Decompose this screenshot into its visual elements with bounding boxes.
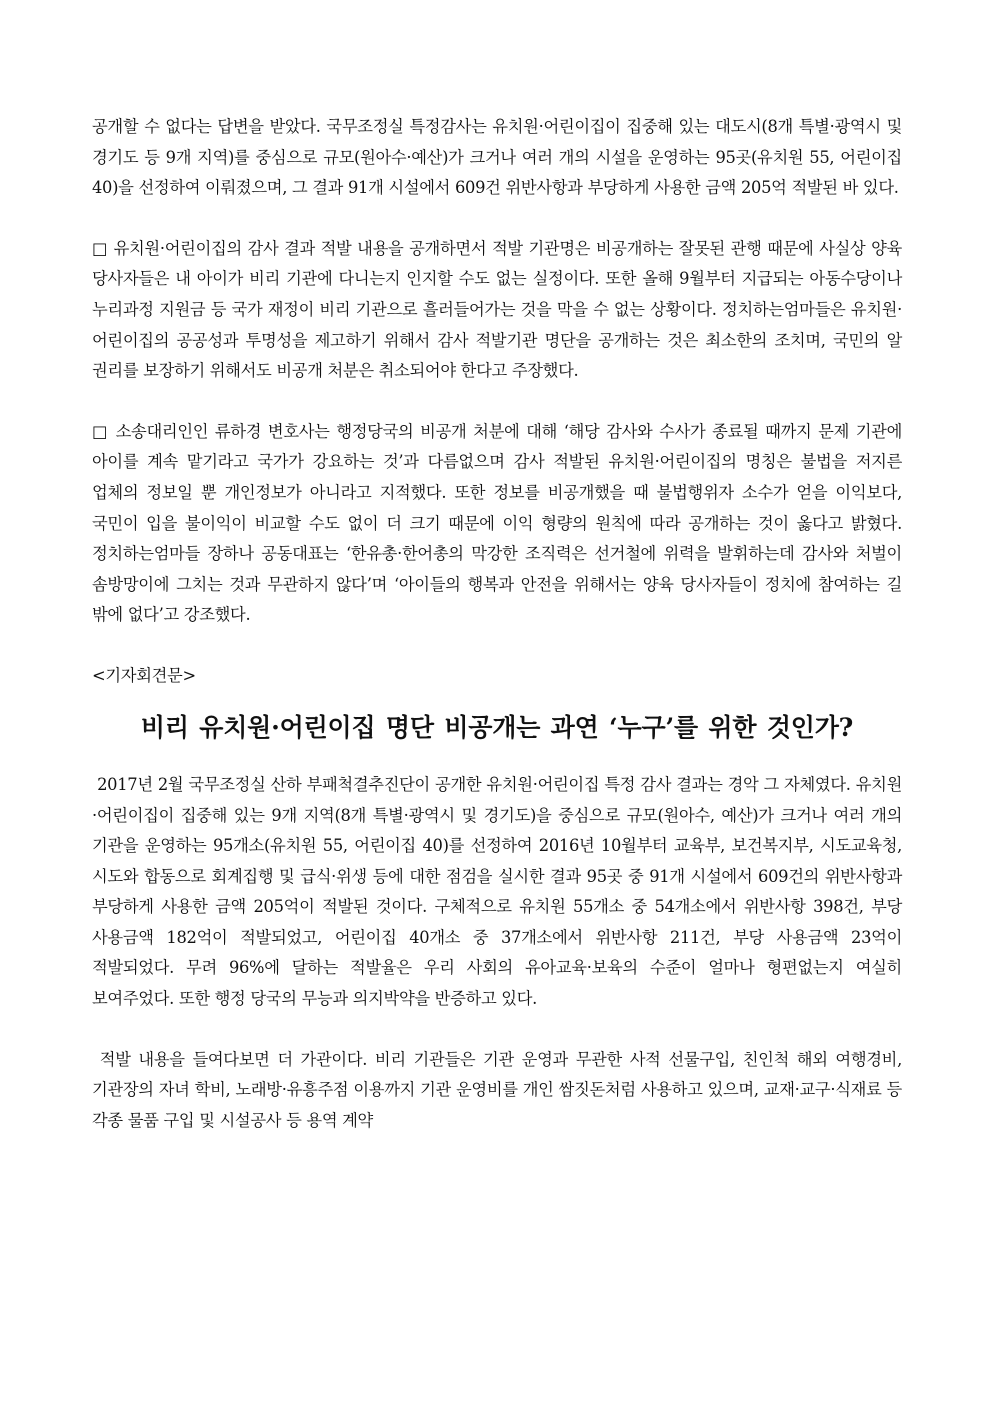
paragraph-audit-results: 2017년 2월 국무조정실 산하 부패척결추진단이 공개한 유치원·어린이집 특정 감사 결과는 경악 그 자체였다. 유치원·어린이집이 집중해 있는 9개 지역(8개 특별·광역시 및 경기도)을 중심으로 규모(원아수, 예산)가 크거나 여러 개의 기관을 운영하는 95개소(유치원 55, 어린이집 40)를 선정하여 2016년 10월부터 교육부, 보건복지부, 시도교육청, 시도와 합동으로 회계집행 및 급식·위생 등에 대한 점검을 실시한 결과 95곳 중 91개 시설에서 609건의 위반사항과 부당하게 사용한 금액 205억이 적발된 것이다. 구체적으로 유치원 55개소 중 54개소에서 위반사항 398건, 부당 사용금액 182억이 적발되었고, 어린이집 40개소 중 37개소에서 위반사항 211건, 부당 사용금액 23억이 적발되었다. 무려 96%에 달하는 적발율은 우리 사회의 유아교육·보육의 수준이 얼마나 형편없는지 여실히 보여주었다. 또한 행정 당국의 무능과 의지박약을 반증하고 있다. xyxy=(92,774,907,1009)
paragraph-gap xyxy=(92,631,902,661)
paragraph-lawyer-statement: □ 소송대리인인 류하경 변호사는 행정당국의 비공개 처분에 대해 ‘해당 감사와 수사가 종료될 때까지 문제 기관에 아이를 계속 맡기라고 국가가 강요하는 것’과 다름없으며 감사 적발된 유치원·어린이집의 명칭은 불법을 저지른 업체의 정보일 뿐 개인정보가 아니라고 지적했다. 또한 정보를 비공개했을 때 불법행위자 소수가 얻을 이익보다, 국민이 입을 불이익이 비교할 수도 없이 더 크기 때문에 이익 형량의 원칙에 따라 공개하는 것이 옳다고 밝혔다. 정치하는엄마들 장하나 공동대표는 ‘한유총·한어총의 막강한 조직력은 선거철에 위력을 발휘하는데 감사와 처벌이 솜방망이에 그치는 것과 무관하지 않다’며 ‘아이들의 행복과 안전을 위해서는 양육 당사자들이 정치에 참여하는 길 밖에 없다’고 강조했다. xyxy=(92,421,907,625)
paragraph-gap xyxy=(92,204,902,234)
paragraph-violation-details: 적발 내용을 들여다보면 더 가관이다. 비리 기관들은 기관 운영과 무관한 사적 선물구입, 친인척 해외 여행경비, 기관장의 자녀 학비, 노래방·유흥주점 이용까지 기관 운영비를 개인 쌈짓돈처럼 사용하고 있으며, 교재·교구·식재료 등 각종 물품 구입 및 시설공사 등 용역 계약 xyxy=(92,1049,907,1130)
paragraph-audit-summary: 공개할 수 없다는 답변을 받았다. 국무조정실 특정감사는 유치원·어린이집이 집중해 있는 대도시(8개 특별·광역시 및 경기도 등 9개 지역)를 중심으로 규모(원아수·예산)가 크거나 여러 개의 시설을 운영하는 95곳(유치원 55, 어린이집 40)을 선정하여 이뤄졌으며, 그 결과 91개 시설에서 609건 위반사항과 부당하게 사용한 금액 205억 적발된 바 있다. xyxy=(92,117,907,198)
press-release-title: 비리 유치원·어린이집 명단 비공개는 과연 ‘누구’를 위한 것인가? xyxy=(140,712,854,742)
paragraph-gap xyxy=(92,1015,902,1045)
paragraph-disclosure-claim: □ 유치원·어린이집의 감사 결과 적발 내용을 공개하면서 적발 기관명은 비공개하는 잘못된 관행 때문에 사실상 양육 당사자들은 내 아이가 비리 기관에 다니는지 인지할 수도 없는 실정이다. 또한 올해 9월부터 지급되는 아동수당이나 누리과정 지원금 등 국가 재정이 비리 기관으로 흘러들어가는 것을 막을 수 없는 상황이다. 정치하는엄마들은 유치원·어린이집의 공공성과 투명성을 제고하기 위해서 감사 적발기관 명단을 공개하는 것은 최소한의 조치며, 국민의 알 권리를 보장하기 위해서도 비공개 처분은 취소되어야 한다고 주장했다. xyxy=(92,238,907,381)
document-page xyxy=(92,112,907,1136)
section-label: <기자회견문> xyxy=(92,665,196,685)
paragraph-gap xyxy=(92,387,902,417)
